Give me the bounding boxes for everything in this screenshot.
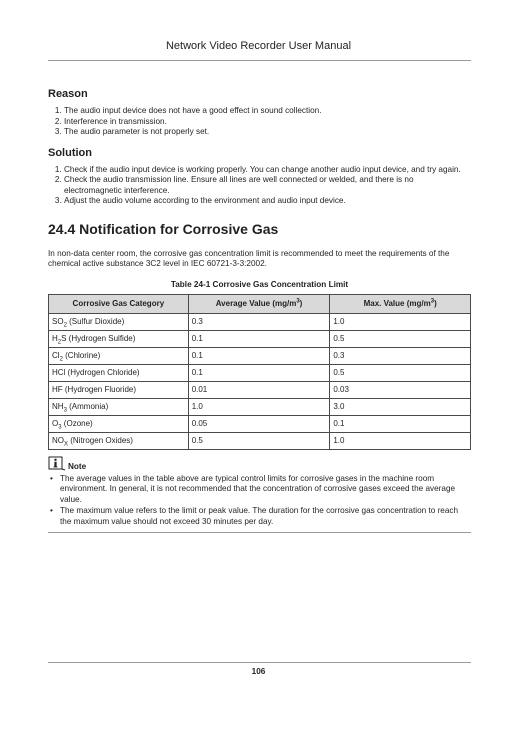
gas-name-cell: $SO_2$ (Sulfur Dioxide) bbox=[49, 313, 189, 330]
running-header: Network Video Recorder User Manual bbox=[165, 40, 352, 52]
max-value-cell: 1.0 bbox=[330, 313, 471, 330]
note-icon bbox=[48, 456, 66, 471]
note-item: • The maximum value refers to the limit or peak value. The duration for the corrosive gas concentration to reach the maximum value should not exceed 30 minutes per day. bbox=[60, 506, 471, 527]
table-row bbox=[49, 415, 471, 432]
table-row bbox=[49, 347, 471, 364]
table-header-row bbox=[49, 294, 471, 313]
table-row bbox=[49, 364, 471, 381]
reason-item: 1. The audio input device does not have a good effect in sound collection. bbox=[64, 106, 471, 117]
note-rule bbox=[48, 532, 471, 533]
max-value-cell: 0.5 bbox=[330, 330, 471, 347]
reason-item: 3. The audio parameter is not properly set. bbox=[64, 127, 471, 138]
average-value-cell: 0.1 bbox=[188, 364, 330, 381]
reason-list bbox=[48, 106, 471, 138]
max-value-cell: 0.5 bbox=[330, 364, 471, 381]
table-caption: Table 24-1 Corrosive Gas Concentration Limit bbox=[170, 279, 349, 289]
gas-name-cell: $O_3$ (Ozone) bbox=[49, 415, 189, 432]
column-header: Corrosive Gas Category bbox=[49, 294, 189, 313]
footer-rule bbox=[48, 662, 471, 663]
max-value-cell: 3.0 bbox=[330, 398, 471, 415]
reason-heading: Reason bbox=[48, 88, 88, 100]
max-value-cell: 0.1 bbox=[330, 415, 471, 432]
note-label: Note bbox=[68, 461, 87, 471]
column-header: Average Value $(mg/m^3)$ bbox=[188, 294, 330, 313]
solution-list bbox=[48, 165, 471, 207]
gas-name-cell: HF (Hydrogen Fluoride) bbox=[49, 381, 189, 398]
average-value-cell: 1.0 bbox=[188, 398, 330, 415]
solution-item: 3. Adjust the audio volume according to the environment and audio input device. bbox=[64, 196, 471, 207]
solution-heading: Solution bbox=[48, 146, 92, 159]
table-row bbox=[49, 398, 471, 415]
page-content bbox=[48, 88, 471, 533]
note-list bbox=[48, 474, 471, 528]
max-value-cell: 0.03 bbox=[330, 381, 471, 398]
table-row bbox=[49, 381, 471, 398]
table-row bbox=[49, 432, 471, 449]
gas-name-cell: $NH_3$ (Ammonia) bbox=[49, 398, 189, 415]
average-value-cell: 0.05 bbox=[188, 415, 330, 432]
page-number: 106 bbox=[251, 667, 266, 676]
gas-name-cell: HCl (Hydrogen Chloride) bbox=[49, 364, 189, 381]
average-value-cell: 0.3 bbox=[188, 313, 330, 330]
max-value-cell: 1.0 bbox=[330, 432, 471, 449]
column-header: Max. Value $(mg/m^3)$ bbox=[330, 294, 471, 313]
section-title: 24.4 Notification for Corrosive Gas bbox=[48, 220, 279, 237]
average-value-cell: 0.1 bbox=[188, 330, 330, 347]
section-intro: In non-data center room, the corrosive gas concentration limit is recommended to meet the requirements of the chemical active substance 3C2 level in IEC 60721-3-3:2002. bbox=[48, 248, 450, 268]
gas-limit-table bbox=[48, 294, 471, 450]
reason-item: 2. Interference in transmission. bbox=[64, 117, 471, 128]
note-item: • The average values in the table above are typical control limits for corrosive gases in the machine room environment. In general, it is not recommended that the concentration of corrosive gases exceed the average value. bbox=[60, 474, 471, 506]
note-header bbox=[48, 456, 471, 471]
header-rule bbox=[48, 60, 471, 61]
gas-name-cell: $NO_X$ (Nitrogen Oxides) bbox=[49, 432, 189, 449]
average-value-cell: 0.01 bbox=[188, 381, 330, 398]
gas-name-cell: $Cl_2$ (Chlorine) bbox=[49, 347, 189, 364]
solution-item: 1. Check if the audio input device is working properly. You can change another audio input device, and try again. bbox=[64, 165, 471, 176]
average-value-cell: 0.5 bbox=[188, 432, 330, 449]
gas-name-cell: $H_2S$ (Hydrogen Sulfide) bbox=[49, 330, 189, 347]
average-value-cell: 0.1 bbox=[188, 347, 330, 364]
table-row bbox=[49, 330, 471, 347]
max-value-cell: 0.3 bbox=[330, 347, 471, 364]
table-row bbox=[49, 313, 471, 330]
solution-item: 2. Check the audio transmission line. Ensure all lines are well connected or welded, and there is no electromagnetic interference. bbox=[64, 175, 471, 196]
